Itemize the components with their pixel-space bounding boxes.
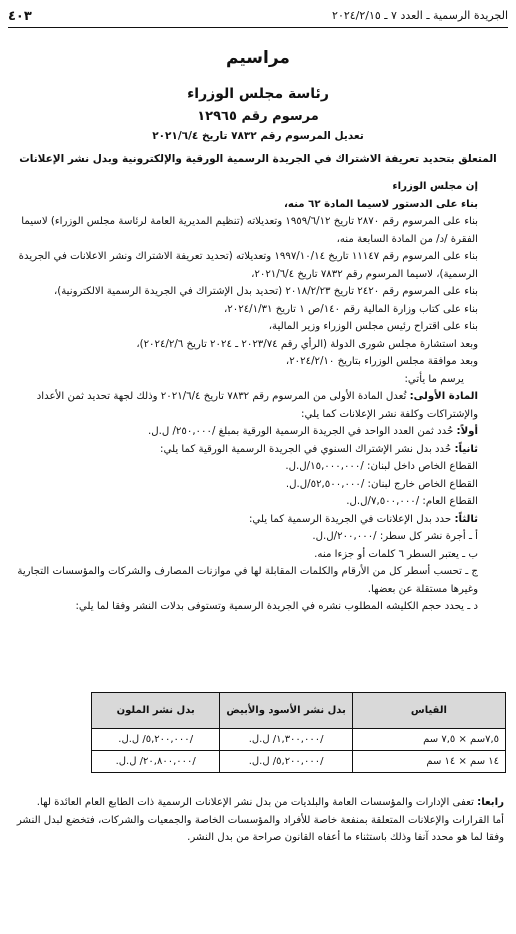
clause-first-text: حُدد ثمن العدد الواحد في الجريدة الرسمية الورقية بمبلغ /٢٥٠,٠٠٠/ ل.ل. <box>147 426 457 437</box>
preamble-paragraph: بناء على اقتراح رئيس مجلس الوزراء وزير المالية، <box>268 321 478 332</box>
table-row <box>92 751 506 773</box>
preamble-paragraph: وبعد استشارة مجلس شورى الدولة (الرأي رقم ٢٠٢٣/٧٤ ـ ٢٠٢٤ تاريخ ٢٠٢٤/٢/٦)، <box>136 338 478 350</box>
ad-rates-table <box>91 692 506 773</box>
authority-title: رئاسة مجلس الوزراء <box>187 86 329 102</box>
subscription-private-abroad: القطاع الخاص خارج لبنان: /٥٢,٥٠٠,٠٠٠/ل.ل. <box>285 478 478 490</box>
section-title: مراسيم <box>226 48 290 68</box>
cell-color: /٢٠,٨٠٠,٠٠٠/ ل.ل. <box>92 751 220 773</box>
clause-fourth <box>10 794 504 812</box>
decree-description: المتعلق بتحديد تعريفة الاشتراك في الجريدة الرسمية الورقية والإلكترونية وبدل نشر الإعلانات <box>19 153 497 165</box>
clause-second-text: حُدد بدل نشر الإشتراك السنوي في الجريدة الرسمية الورقية كما يلي: <box>160 443 455 455</box>
clause-fourth-block <box>10 794 504 847</box>
clause-third-text: حدد بدل الإعلانات في الجريدة الرسمية كما يلي: <box>248 513 455 525</box>
clause-second <box>10 441 504 459</box>
header-size: القياس <box>352 693 505 729</box>
preamble-paragraph: بناء على المرسوم رقم ٢٨٧٠ تاريخ ١٩٥٩/٦/١٢ وتعديلاته (تنظيم المديرية العامة لرئاسة مجلس الوزراء) لاسيما الفقرة /د/ من المادة السابعة منه، <box>21 216 478 245</box>
article-one <box>10 388 504 423</box>
decree-subject: تعديل المرسوم رقم ٧٨٣٢ تاريخ ٢٠٢١/٦/٤ <box>152 130 364 142</box>
cell-size: ٧,٥سم × ٧,٥ سم <box>352 729 505 751</box>
clause-third-b: ب ـ يعتبر السطر ٦ كلمات أو جزءا منه. <box>314 548 478 560</box>
article-one-label: المادة الأولى: <box>409 391 478 402</box>
preamble-paragraph: بناء على المرسوم رقم ٢٤٢٠ تاريخ ٢٠١٨/٢/٢٣ (تحديد بدل الإشتراك في الجريدة الرسمية الالكترونية)، <box>53 286 478 297</box>
clause-fourth-label: رابعا: <box>477 797 504 808</box>
page-header <box>8 6 508 28</box>
preamble-issuer: إن مجلس الوزراء <box>392 181 478 192</box>
clause-first <box>10 423 504 441</box>
running-title: الجريدة الرسمية ـ العدد ٧ ـ ٢٠٢٤/٢/١٥ <box>332 9 508 23</box>
cell-size: ١٤ سم × ١٤ سم <box>352 751 505 773</box>
cell-bw: /١,٣٠٠,٠٠٠/ ل.ل. <box>220 729 352 751</box>
clause-fourth-text2: أما القرارات والإعلانات المتعلقة بمنفعة خاصة للأفراد والمؤسسات الخاصة والجمعيات والشركات، فتخضع لبدل النشر وفقا لما هو محدد آنفا وذلك باستثناء ما أعفاه القانون صراحة من بدل النشر. <box>16 814 504 843</box>
cell-color: /٥,٢٠٠,٠٠٠/ ل.ل. <box>92 729 220 751</box>
clause-third-label: ثالثاً: <box>454 513 478 525</box>
clause-third-c: ج ـ تحسب أسطر كل من الأرقام والكلمات المقابلة لها في موازنات المصارف والشركات والمؤسسات التجارية وغيرها مستقلة عن بعضها. <box>17 566 478 595</box>
table-header-row <box>92 693 506 729</box>
clause-third-a: أ ـ أجرة نشر كل سطر: /٢٠٠,٠٠٠/ل.ل. <box>312 531 478 542</box>
clause-second-label: ثانياً: <box>454 443 478 455</box>
header-bw: بدل نشر الأسود والأبيض <box>220 693 352 729</box>
clause-fourth-text: تعفى الإدارات والمؤسسات العامة والبلديات من بدل نشر الإعلانات الرسمية ذات الطابع العام العائدة لها. <box>36 797 478 808</box>
clause-first-label: أولاً: <box>456 426 478 437</box>
cell-bw: /٥,٢٠٠,٠٠٠/ ل.ل. <box>220 751 352 773</box>
header-color: بدل نشر الملون <box>92 693 220 729</box>
preamble-paragraph: وبعد موافقة مجلس الوزراء بتاريخ ٢٠٢٤/٢/١٠، <box>285 356 478 367</box>
decree-body <box>10 178 504 616</box>
table-row <box>92 729 506 751</box>
clause-third <box>10 511 504 529</box>
article-one-text: تُعدل المادة الأولى من المرسوم رقم ٧٨٣٢ تاريخ ٢٠٢١/٦/٤ وذلك لجهة تحديد ثمن الأعداد والإشتراكات وكلفة نشر الإعلانات كما يلي: <box>36 391 478 420</box>
preamble-constitution: بناء على الدستور لاسيما المادة ٦٢ منه، <box>284 198 478 210</box>
subscription-private-domestic: القطاع الخاص داخل لبنان: /١٥,٠٠٠,٠٠٠/ل.ل. <box>285 461 478 472</box>
subscription-public: القطاع العام: /٧,٥٠٠,٠٠٠/ل.ل. <box>346 496 478 507</box>
clause-third-d: د ـ يحدد حجم الكليشه المطلوب نشره في الجريدة الرسمية وتستوفى بدلات النشر وفقا لما يلي: <box>75 601 478 612</box>
decrees-line: يرسم ما يأتي: <box>404 373 464 385</box>
decree-number: مرسوم رقم ١٢٩٦٥ <box>197 109 319 124</box>
page-number: ٤٠٣ <box>8 8 32 24</box>
preamble-paragraph: بناء على المرسوم رقم ١١١٤٧ تاريخ ١٩٩٧/١٠/١٤ وتعديلاته (تحديد تعريفة الاشتراك ونشر الاعلانات في الجريدة الرسمية)، لاسيما المرسوم رقم ٧٨٣٢ تاريخ ٢٠٢١/٦/٤، <box>18 251 478 280</box>
preamble-paragraph: بناء على كتاب وزارة المالية رقم ١٤٠/ص ١ تاريخ ٢٠٢٤/١/٣١، <box>224 303 478 315</box>
